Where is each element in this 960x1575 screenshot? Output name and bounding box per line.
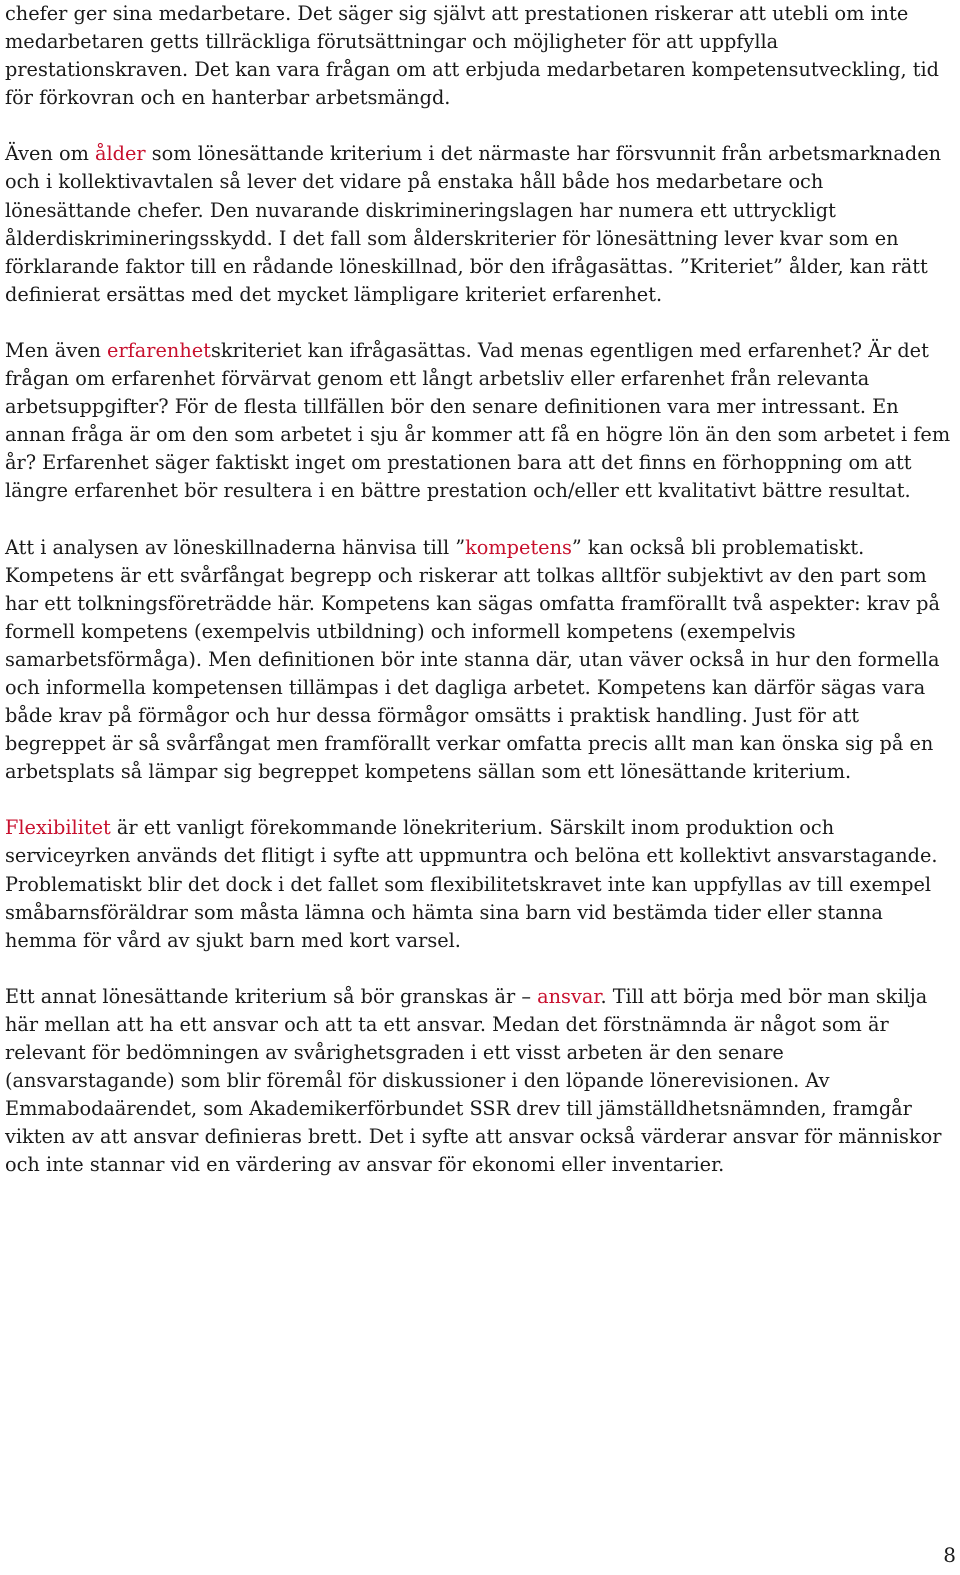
text-segment: som lönesättande kriterium i det närmaste har försvunnit från arbetsmarknaden och i kollektivavtalen så lever det vidare på enstaka håll både hos medarbetare och lönesättande chefer. Den nuvarande diskrimineringslagen har numera ett uttryckligt ålderdiskrimineringsskydd. I det fall som ålderskriterier för lönesättning lever kvar som en förklarande faktor till en rådande löneskillnad, bör den ifrågasättas. ”Kriteriet” ålder, kan rätt definierat ersättas med det mycket lämpligare kriteriet erfarenhet. [5,142,942,306]
highlighted-term: kompetens [465,535,572,559]
paragraph [5,983,955,1180]
text-segment: Att i analysen av löneskillnaderna hänvisa till ” [5,535,466,559]
highlighted-term: ansvar [537,984,601,1008]
text-segment: chefer ger sina medarbetare. Det säger sig självt att prestationen riskerar att utebli om inte medarbetaren getts tillräckliga förutsättningar och möjligheter för att uppfylla prestationskraven. Det kan vara frågan om att erbjuda medarbetaren kompetensutveckling, tid för förkovran och en hanterbar arbetsmängd. [5,2,940,110]
text-segment: är ett vanligt förekommande lönekriterium. Särskilt inom produktion och serviceyrken används det flitigt i syfte att uppmuntra och belöna ett kollektivt ansvarstagande. Problematiskt blir det dock i det fallet som flexibilitetskravet inte kan uppfyllas av till exempel småbarnsföräldrar som måsta lämna och hämta sina barn vid bestämda tider eller stanna hemma för vård av sjukt barn med kort varsel. [5,816,938,952]
text-segment: . Till att börja med bör man skilja här mellan att ha ett ansvar och att ta ett ansvar. Medan det förstnämnda är något som är relevant för bedömningen av svårighetsgraden i ett visst arbeten är den senare (ansvarstagande) som blir föremål för diskussioner i den löpande lönerevisionen. Av Emmabodaärendet, som Akademikerförbundet SSR drev till jämställdhetsnämnden, framgår vikten av att ansvar definieras brett. Det i syfte att ansvar också värderar ansvar för människor och inte stannar vid en värdering av ansvar för ekonomi eller inventarier. [5,984,942,1177]
paragraph [5,140,955,309]
highlighted-term: Flexibilitet [5,816,111,840]
paragraph [5,814,955,954]
text-segment: ” kan också bli problematiskt. Kompetens är ett svårfångat begrepp och riskerar att tolkas alltför subjektivt av den part som har ett tolkningsföreträdde här. Kompetens kan sägas omfatta framförallt två aspekter: krav på formell kompetens (exempelvis utbildning) och informell kompetens (exempelvis samarbetsförmåga). Men definitionen bör inte stanna där, utan väver också in hur den formella och informella kompetensen tillämpas i det dagliga arbetet. Kompetens kan därför sägas vara både krav på förmågor och hur dessa förmågor omsätts i praktisk handling. Just för att begreppet är så svårfångat men framförallt verkar omfatta precis allt man kan önska sig på en arbetsplats så lämpar sig begreppet kompetens sällan som ett lönesättande kriterium. [5,535,940,784]
highlighted-term: ålder [95,142,146,166]
text-segment: skriteriet kan ifrågasättas. Vad menas egentligen med erfarenhet? Är det frågan om erfarenhet förvärvat genom ett långt arbetsliv eller erfarenhet från relevanta arbetsuppgifter? För de flesta tillfällen bör den senare definitionen vara mer intressant. En annan fråga är om den som arbetet i sju år kommer att få en högre lön än den som arbetet i fem år? Erfarenhet säger faktiskt inget om prestationen bara att det finns en förhoppning om att längre erfarenhet bör resultera i en bättre prestation och/eller ett kvalitativt bättre resultat. [5,338,951,503]
highlighted-term: erfarenhet [107,338,211,362]
body-text [5,0,955,1179]
text-segment: Ett annat lönesättande kriterium så bör granskas är – [5,984,538,1008]
text-segment: Men även [5,338,108,362]
page-number: 8 [943,1543,956,1567]
paragraph [5,0,955,112]
document-page [5,0,955,1207]
paragraph [5,534,955,787]
paragraph [5,337,955,506]
text-segment: Även om [5,142,96,166]
